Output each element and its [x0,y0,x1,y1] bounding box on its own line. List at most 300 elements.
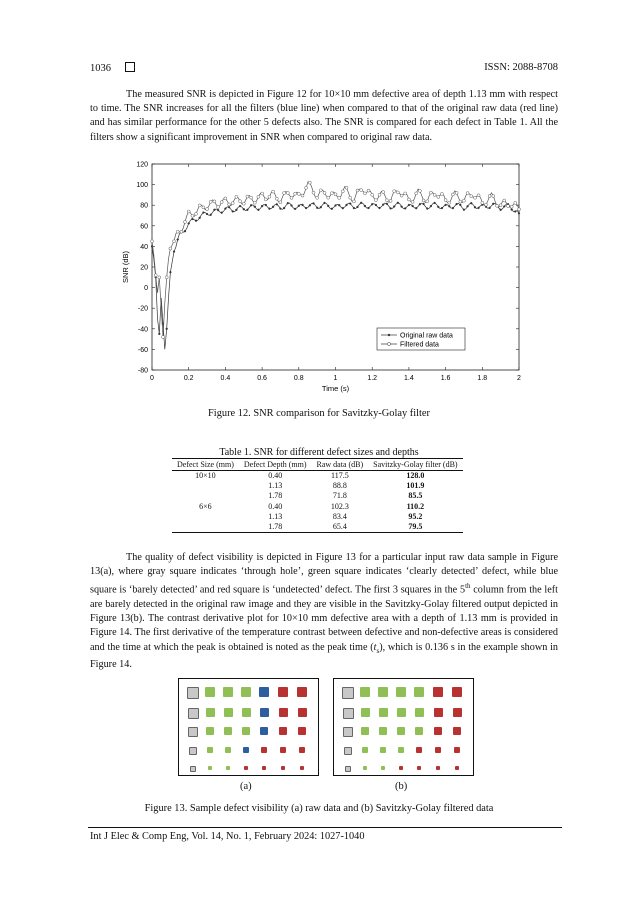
data-point [492,195,495,198]
data-point [209,200,212,203]
square-icon [125,62,135,72]
data-point [250,204,252,206]
defect-square-red [280,747,286,753]
table-cell: 88.8 [332,481,347,491]
data-point [492,203,494,205]
data-point [352,200,355,203]
data-point [462,199,465,202]
data-point [503,206,505,208]
defect-square-green [380,747,386,753]
data-point [202,206,205,209]
table-cell: 110.2 [406,501,425,511]
data-point [496,204,499,207]
y-tick-label: 100 [136,182,148,190]
data-point [283,192,286,195]
data-point [327,205,329,207]
defect-square-red [279,727,287,735]
data-point [470,195,473,198]
data-point [338,196,341,199]
data-point [518,208,521,211]
table-cell: 1.13 [268,481,283,491]
data-point [203,212,205,214]
data-point [374,199,377,202]
data-point [426,208,428,210]
data-point [320,206,322,208]
data-point [390,208,392,210]
defect-square-gray [187,687,199,699]
table-cell: 117.5 [330,471,349,480]
data-point [445,204,447,206]
data-point [349,196,352,199]
data-point [349,203,351,205]
data-point [298,205,300,207]
defect-square-red [434,727,442,735]
x-tick-label: 0.4 [220,375,231,382]
data-point [396,191,399,194]
defect-square-green [378,687,388,697]
data-point [456,203,458,205]
data-point [187,210,190,213]
table-cell: 79.5 [368,522,462,533]
data-point [272,206,274,208]
y-tick-label: -60 [137,346,148,354]
y-tick-label: 80 [140,202,148,210]
data-point [459,204,461,206]
defect-square-green [414,687,424,697]
defect-square-green [242,708,251,717]
data-point [507,205,510,208]
y-axis-label: SNR (dB) [121,250,130,284]
data-point [345,186,348,189]
defect-square-blue [243,747,249,753]
defect-square-red [452,687,462,697]
table-row [172,522,463,533]
data-point [323,191,326,194]
data-point [334,193,337,196]
data-point [367,189,370,192]
data-point [441,207,443,209]
data-point [489,207,491,209]
paragraph-1-text: The measured SNR is depicted in Figure 12 for 10×10 mm defective area of depth 1.13 mm with respect to time. The SNR increases for all the filters (blue line) when compared to that of the original raw data (red line) and has similar performance for the other 5 defects also. The SNR is compared for each defect in Table 1. All the filters show a significant improvement in SNR when compared to original raw data. [90,89,558,143]
table-row [172,512,463,522]
defect-square-gray [188,727,198,737]
defect-square-red [433,687,443,697]
y-tick-label: -20 [137,305,148,313]
table-cell: 85.5 [408,491,423,501]
defect-square-red [244,766,248,770]
table-cell: 101.9 [406,481,425,491]
data-point [316,207,318,209]
table-cell [172,491,239,501]
data-point [154,274,157,277]
data-point [393,190,396,193]
defect-square-gray [188,708,199,719]
data-point [437,206,439,208]
data-point [419,203,421,205]
data-point [500,209,502,211]
data-point [404,192,407,195]
data-point [363,192,366,195]
data-point [448,201,451,204]
data-point [247,209,249,211]
table-header-cell: Savitzky-Golay filter (dB) [368,459,462,471]
table-row [172,471,463,482]
data-point [308,181,311,184]
data-point [335,205,337,207]
defect-square-red [262,766,266,770]
data-point [258,209,260,211]
figure-12-caption: Figure 12. SNR comparison for Savitzky-Golay filter [208,408,430,419]
data-point [368,207,370,209]
data-point [199,217,201,219]
y-tick-label: -80 [137,367,148,375]
defect-square-green [362,747,368,753]
data-point [302,204,304,206]
x-tick-label: 2 [517,375,521,382]
table-row [172,481,463,491]
defect-square-gray [190,766,196,772]
data-point [357,206,359,208]
data-point [283,207,285,209]
data-point [470,202,472,204]
data-point [232,211,234,213]
x-tick-label: 0.8 [293,375,304,382]
x-tick-label: 1.8 [477,375,488,382]
table-cell: 1.78 [239,522,312,533]
data-point [257,195,260,198]
legend-entry: Filtered data [400,341,439,349]
data-point [305,186,308,189]
defect-square-green [242,727,250,735]
data-point [510,205,513,208]
data-point [375,204,377,206]
footer-divider [88,827,562,828]
data-point [426,200,429,203]
data-point [228,203,231,206]
defect-square-gray [343,727,353,737]
data-point [371,193,374,196]
y-tick-label: 0 [144,285,148,293]
table-1 [172,458,463,533]
data-point [459,200,462,203]
defect-square-green [397,708,406,717]
data-point [474,196,477,199]
defect-square-red [455,766,459,770]
paragraph-2-text-b: column from the left are barely detected in the original raw image and they are visible in the Savitzky-Golay filtered output depicted in Figure 13(b). The contrast derivative plot for 10×10 mm defective area with a depth of 1.13 mm is provided in Figure 14. The first derivative of the temperature contrast between defective and non-defective areas is considered and the time at which the peak is obtained is noted as the peak time ( [90,584,558,653]
data-point [499,204,502,207]
symbol-t: t [373,641,377,653]
data-point [514,211,516,213]
table-header-cell: Defect Depth (mm) [239,459,312,471]
defect-square-green [361,708,370,717]
defect-square-blue [260,708,269,717]
data-point [397,202,399,204]
data-point [184,230,186,232]
defect-square-blue [259,687,269,697]
data-point [478,207,480,209]
data-point [514,201,517,204]
data-point [386,203,388,205]
data-point [217,209,219,211]
x-axis-label: Time (s) [321,384,350,393]
table-row [172,502,463,512]
data-point [228,206,230,208]
defect-square-green [223,687,233,697]
data-point [224,197,227,200]
data-point [408,204,410,206]
data-point [330,192,333,195]
data-point [518,213,520,215]
table-header-cell: Defect Size (mm) [172,459,239,471]
defect-square-green [398,747,404,753]
data-point [236,209,238,211]
data-point [214,209,216,211]
defect-square-blue [260,727,268,735]
data-point [379,207,381,209]
data-point [158,276,161,279]
data-point [239,200,242,203]
defect-square-green [206,727,214,735]
data-point [331,208,333,210]
data-point [151,240,154,243]
data-point [466,192,469,195]
superscript: th [465,582,471,591]
data-point [272,190,275,193]
data-point [423,203,425,205]
data-point [264,198,267,201]
data-point [382,204,384,206]
defect-square-red [279,708,288,717]
data-point [312,191,315,194]
data-point [180,230,183,233]
label-b: (b) [395,781,408,792]
data-point [239,205,241,207]
defect-square-red [298,708,307,717]
table-cell: 71.8 [332,491,347,501]
defect-square-green [379,727,387,735]
data-point [231,202,234,205]
data-point [177,239,179,241]
defect-square-green [397,727,405,735]
data-point [324,202,326,204]
table-cell: 83.4 [332,511,347,521]
defect-square-green [415,727,423,735]
data-point [294,208,296,210]
footer: Int J Elec & Comp Eng, Vol. 14, No. 1, February 2024: 1027-1040 [90,831,365,842]
defect-square-green [415,708,424,717]
defect-square-red [417,766,421,770]
defect-square-red [261,747,267,753]
table-cell: 1.13 [268,511,283,521]
defect-square-green [226,766,230,770]
data-point [261,192,264,195]
data-point [305,207,307,209]
label-a: (a) [240,781,252,792]
data-point [301,194,304,197]
data-point [217,205,220,208]
data-point [338,204,340,206]
defect-square-red [416,747,422,753]
data-point [286,192,289,195]
defect-square-green [224,708,233,717]
data-point [451,193,454,196]
data-point [309,205,311,207]
data-point [184,220,187,223]
data-point [169,247,172,250]
table-cell: 0.40 [268,501,283,511]
table-header-row [172,459,463,471]
data-point [221,212,223,214]
data-point [452,207,454,209]
data-point [412,205,414,207]
defect-square-green [360,687,370,697]
data-point [481,201,484,204]
table-cell: 65.4 [312,522,369,533]
defect-square-green [206,708,215,717]
data-point [485,203,488,206]
defect-square-red [297,687,307,697]
data-point [430,205,432,207]
defect-square-red [435,747,441,753]
defect-square-red [299,747,305,753]
x-tick-label: 1 [333,375,338,382]
defect-square-green [361,727,369,735]
page-number: 1036 [90,63,111,74]
figure-13b-panel [333,678,474,776]
data-point [411,200,414,203]
data-point [418,189,421,192]
data-point [235,195,238,198]
data-point [448,205,450,207]
data-point [297,192,300,195]
defect-square-red [278,687,288,697]
defect-square-green [224,727,232,735]
data-point [382,191,385,194]
data-point [356,189,359,192]
table-cell [172,522,239,533]
defect-square-red [434,708,443,717]
table-cell: 6×6 [199,501,212,511]
defect-square-red [298,727,306,735]
data-point [162,336,165,339]
x-tick-label: 1.6 [440,375,451,382]
data-point [389,199,392,202]
defect-square-green [381,766,385,770]
table-cell: 1.78 [268,491,283,501]
paragraph-2-text-a: The quality of defect visibility is depicted in Figure 13 for a particular input raw data sample in Figure 13(a), where gray square indicates ‘through hole’, green square indicates ‘clearly detected’ defect, while blue square is ‘barely detected’ and red square is ‘undetected’ defect. The first 3 squares in the 5 [90,552,558,596]
data-point [364,205,366,207]
defect-square-green [363,766,367,770]
data-point [291,205,293,207]
data-point [188,223,190,225]
defect-square-red [300,766,304,770]
data-point [294,192,297,195]
defect-square-red [453,708,462,717]
data-point [195,212,198,215]
data-point [415,192,418,195]
data-point [206,213,208,215]
defect-square-green [225,747,231,753]
table-cell [172,481,239,491]
data-point [463,209,465,211]
defect-square-green [207,747,213,753]
data-point [198,204,201,207]
paragraph-2 [90,551,558,672]
y-tick-label: -40 [137,326,148,334]
data-point [261,205,263,207]
data-point [444,199,447,202]
data-point [415,207,417,209]
data-point [319,189,322,192]
y-tick-label: 20 [140,264,148,272]
data-point [327,196,330,199]
data-point [243,208,245,210]
table-row [172,491,463,501]
data-point [206,208,209,211]
data-point [287,202,289,204]
data-point [165,276,168,279]
data-point [477,194,480,197]
table-1-caption: Table 1. SNR for different defect sizes and depths [219,447,419,458]
table-cell: 128.0 [406,471,425,480]
table-cell: 102.3 [330,501,349,511]
data-point [360,202,362,204]
data-point [341,190,344,193]
data-point [166,328,168,330]
data-point [407,198,410,201]
table-cell: 0.40 [268,471,283,480]
defect-square-gray [342,687,354,699]
figure-13a-panel [178,678,319,776]
legend-marker [387,342,390,345]
data-point [440,192,443,195]
defect-square-green [396,687,406,697]
defect-square-gray [189,747,197,755]
data-point [346,204,348,206]
data-point [268,195,271,198]
defect-square-green [379,708,388,717]
data-point [192,218,194,220]
x-tick-label: 0.6 [257,375,267,382]
page-header [90,62,558,74]
data-point [371,203,373,205]
defect-square-gray [343,708,354,719]
defect-square-green [205,687,215,697]
data-point [269,208,271,210]
data-point [280,208,282,210]
data-point [176,230,179,233]
data-point [246,195,249,198]
data-point [400,194,403,197]
data-point [342,207,344,209]
data-point [434,202,436,204]
data-point [474,206,476,208]
data-point [170,271,172,273]
defect-square-red [436,766,440,770]
data-point [290,196,293,199]
data-point [253,201,256,204]
data-point [220,201,223,204]
table-header-cell: Raw data (dB) [312,459,369,471]
data-point [276,203,278,205]
data-point [503,199,506,202]
defect-square-red [453,727,461,735]
data-point [158,333,160,335]
data-point [313,203,315,205]
subscript-s: s [376,646,380,655]
data-point [242,202,245,205]
data-point [378,193,381,196]
